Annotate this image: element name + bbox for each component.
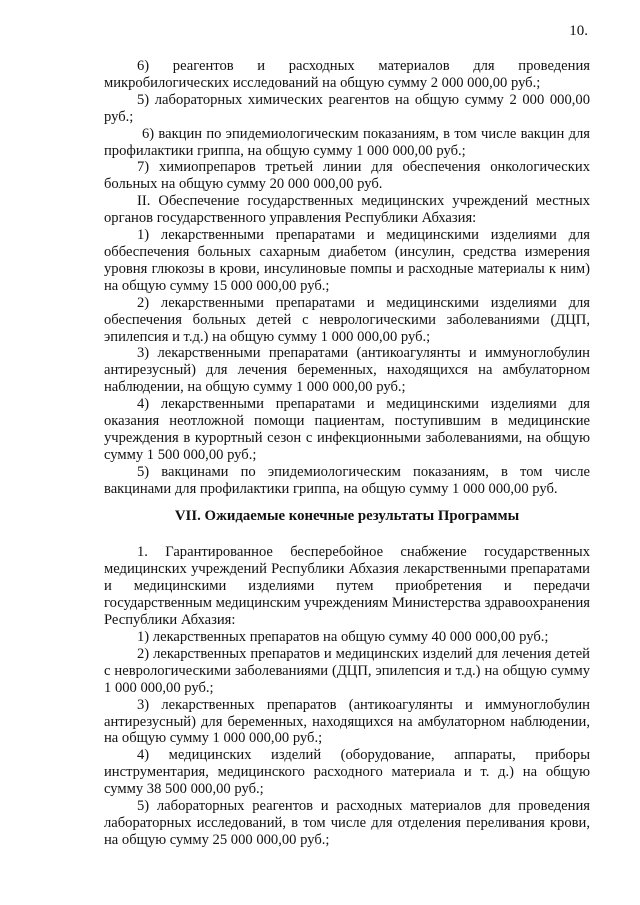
- results-item-pregnant: 3) лекарственных препаратов (антикоагулянты и иммуноглобулин антирезусный) для беременных, находящихся на амбулаторном наблюдении, на общую сумму 1 000 000,00 руб.;: [104, 696, 590, 747]
- document-body: [104, 58, 590, 849]
- results-item-drugs: 1) лекарственных препаратов на общую сумму 40 000 000,00 руб.;: [137, 629, 549, 645]
- list-item-diabetes: 1) лекарственными препаратами и медицинскими изделиями для оббеспечения больных сахарным диабетом (инсулин, средства измерения уровня глюкозы в крови, инсулиновые помпы и расходные материалы к ним) на общую сумму 15 000 000,00 руб.;: [104, 227, 590, 294]
- results-item-devices: 4) медицинских изделий (оборудование, аппараты, приборы инструментария, медицинского расходного материала и т. д.) на общую сумму 38 500 000,00 руб.;: [104, 747, 590, 798]
- section-vii-heading: VII. Ожидаемые конечные результаты Программы: [174, 507, 520, 524]
- results-intro: 1. Гарантированное бесперебойное снабжение государственных медицинских учреждений Республики Абхазия лекарственными препаратами и медицинскими изделиями путем приобретения и передачи государственным медицинским учреждениям Министерства здравоохранения Республики Абхазия:: [104, 544, 590, 629]
- results-item-lab-reagents: 5) лабораторных реагентов и расходных материалов для проведения лабораторных исследований, в том числе для отделения переливания крови, на общую сумму 25 000 000,00 руб.;: [104, 798, 590, 848]
- list-item-neurology-children: 2) лекарственными препаратами и медицинскими изделиями для обеспечения больных детей с неврологическими заболеваниями (ДЦП, эпилепсия и т.д.) на общую сумму 1 000 000,00 руб.;: [104, 294, 590, 345]
- list-item-pregnant-anticoagulants: 3) лекарственными препаратами (антикоагулянты и иммуноглобулин антирезусный) для лечения беременных, находящихся на амбулаторном наблюдении, на общую сумму 1 000 000,00 руб.;: [104, 345, 590, 396]
- list-item-vaccines: 6) вакцин по эпидемиологическим показаниям, в том числе вакцин для профилактики гриппа, на общую сумму 1 000 000,00 руб.;: [104, 125, 590, 159]
- list-item-lab-chemicals: 5) лабораторных химических реагентов на общую сумму 2 000 000,00 руб.;: [104, 91, 590, 125]
- list-item-emergency-infections: 4) лекарственными препаратами и медицинскими изделиями для оказания неотложной помощи пациентам, поступившим в медицинские учреждения в курортный сезон с инфекционными заболеваниями, на общую сумму 1 500 000,00 руб.;: [104, 396, 590, 463]
- page-number: 10.: [569, 23, 588, 39]
- list-item-vaccines-flu: 5) вакцинами по эпидемиологическим показаниям, в том числе вакцинами для профилактики гриппа, на общую сумму 1 000 000,00 руб.: [104, 463, 590, 497]
- subsection-ii-intro: II. Обеспечение государственных медицинских учреждений местных органов государственного управления Республики Абхазия:: [104, 193, 590, 227]
- list-item-chemotherapy: 7) химиопрепаров третьей линии для обеспечения онкологических больных на общую сумму 20 000 000,00 руб.: [104, 159, 590, 193]
- results-item-neurology: 2) лекарственных препаратов и медицинских изделий для лечения детей с неврологическими заболеваниями (ДЦП, эпилепсия и т.д.) на общую сумму 1 000 000,00 руб.;: [104, 645, 590, 696]
- list-item-reagents: 6) реагентов и расходных материалов для проведения микробилогических исследований на общую сумму 2 000 000,00 руб.;: [104, 58, 590, 91]
